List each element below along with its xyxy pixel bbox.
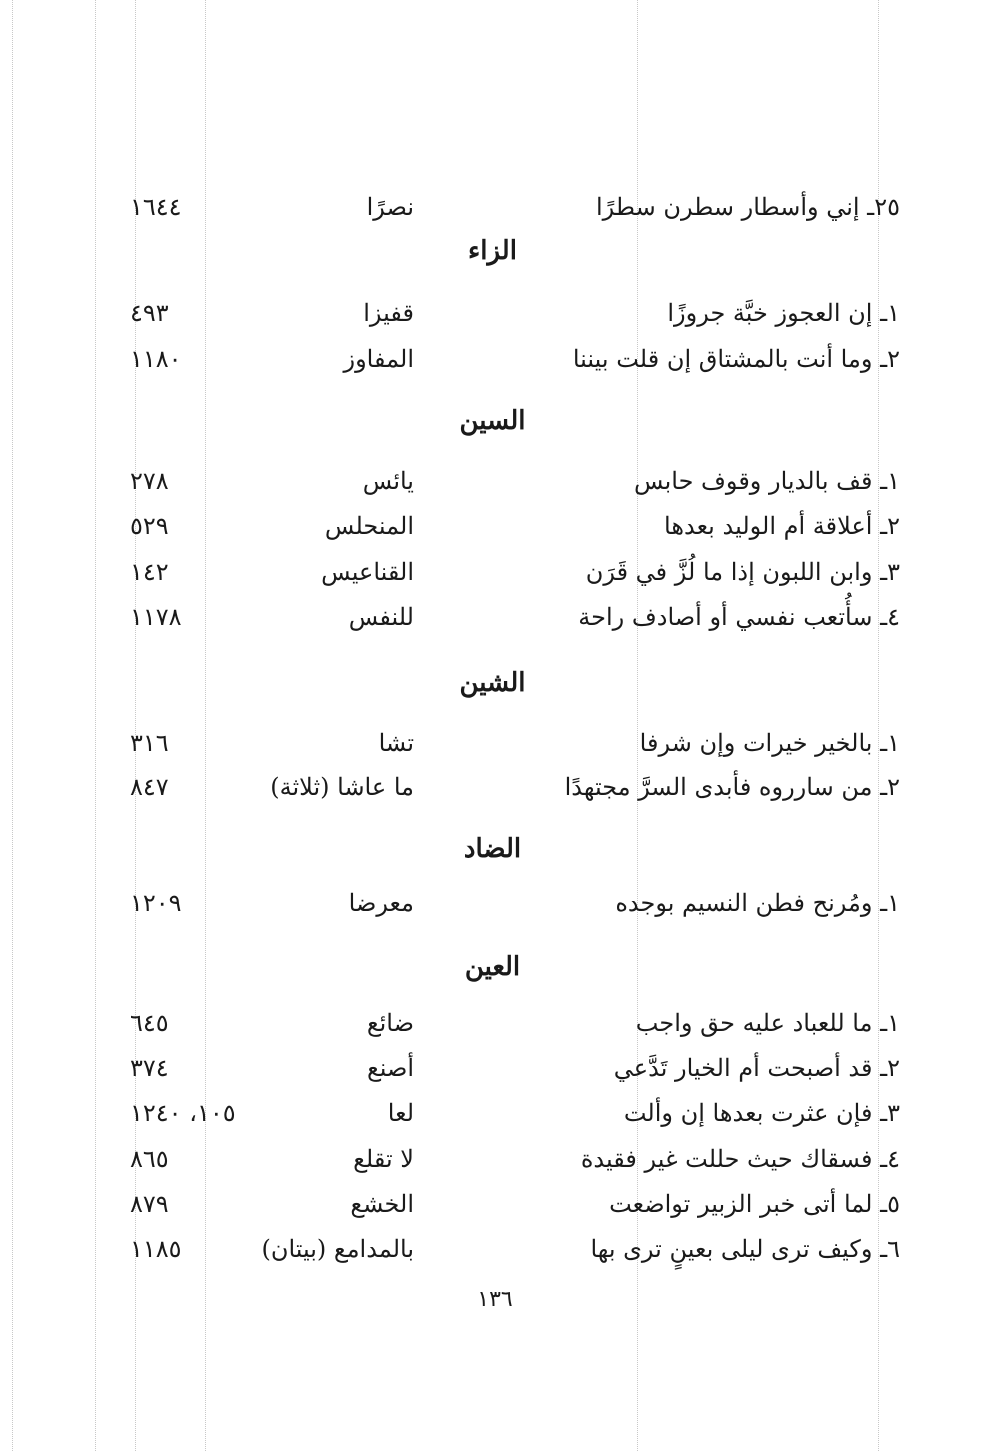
verse-text: ١ـ قف بالديار وقوف حابس (633, 467, 900, 495)
section-heading: الضاد (463, 834, 522, 864)
rhyme-word: قفيزا (363, 299, 414, 327)
verse-text: ٤ـ فسقاك حيث حللت غير فقيدة (580, 1145, 900, 1173)
index-row (110, 1045, 900, 1091)
page-refs: ١٦٤٤ (130, 193, 182, 221)
index-row (110, 549, 900, 595)
rhyme-word: ضائع (366, 1009, 414, 1037)
rhyme-word: المفاوز (343, 345, 414, 373)
verse-text: ٢٥ـ إني وأسطار سطرن سطرًا (595, 193, 900, 221)
rhyme-word: الخشع (350, 1190, 414, 1218)
section-heading: السين (459, 406, 526, 436)
verse-text: ٣ـ فإن عثرت بعدها إن وألت (623, 1099, 900, 1127)
page-refs: ١٠٥، ١٢٤٠ (130, 1099, 236, 1127)
page-refs: ١٢٠٩ (130, 889, 182, 917)
verse-text: ١ـ ما للعباد عليه حق واجب (635, 1009, 900, 1037)
index-row (110, 764, 900, 810)
section-heading: الشين (459, 668, 526, 698)
verse-text: ٣ـ وابن اللبون إذا ما لُزَّ في قَرَن (585, 558, 900, 586)
rhyme-word: نصرًا (366, 193, 414, 221)
rhyme-word: لا تقلع (353, 1145, 414, 1173)
index-row (110, 503, 900, 549)
rhyme-word: بالمدامع (بيتان) (261, 1235, 414, 1263)
index-row (110, 184, 900, 230)
index-row (110, 1181, 900, 1227)
rhyme-word: ما عاشا (ثلاثة) (270, 773, 414, 801)
index-row (110, 594, 900, 640)
verse-text: ٦ـ وكيف ترى ليلى بعينٍ ترى بها (590, 1235, 900, 1263)
page-refs: ٣١٦ (130, 729, 169, 757)
rhyme-word: لعا (387, 1099, 414, 1127)
verse-text: ١ـ إن العجوز خبَّة جروزًا (667, 299, 900, 327)
verse-text: ٢ـ وما أنت بالمشتاق إن قلت بيننا (572, 345, 900, 373)
index-row (110, 1136, 900, 1182)
index-row (110, 1000, 900, 1046)
index-row (110, 336, 900, 382)
index-row (110, 880, 900, 926)
section-heading: العين (464, 952, 521, 982)
section-heading: الزاء (468, 236, 517, 266)
verse-text: ١ـ ومُرنح فطن النسيم بوجده (615, 889, 900, 917)
verse-text: ٢ـ أعلاقة أم الوليد بعدها (664, 512, 900, 540)
rhyme-word: معرضا (348, 889, 414, 917)
page-refs: ١١٨٥ (130, 1235, 182, 1263)
page-refs: ٨٧٩ (130, 1190, 169, 1218)
rhyme-word: أصنع (366, 1054, 414, 1082)
page-refs: ٢٧٨ (130, 467, 169, 495)
verse-text: ٢ـ قد أصبحت أم الخيار تَدَّعي (613, 1054, 900, 1082)
index-row (110, 458, 900, 504)
page-refs: ١٤٢ (130, 558, 169, 586)
verse-text: ٥ـ لما أتى خبر الزبير تواضعت (609, 1190, 900, 1218)
page-refs: ٥٢٩ (130, 512, 169, 540)
rhyme-word: المنحلس (324, 512, 414, 540)
index-row (110, 1226, 900, 1272)
rhyme-word: تشا (378, 729, 414, 757)
rhyme-word: للنفس (348, 603, 414, 631)
verse-text: ٢ـ من سارروه فأبدى السرَّ مجتهدًا (564, 773, 900, 801)
index-row (110, 290, 900, 336)
rhyme-word: القناعيس (321, 558, 414, 586)
index-row (110, 1090, 900, 1136)
rhyme-word: يائس (362, 467, 414, 495)
index-row (110, 720, 900, 766)
page-refs: ١١٧٨ (130, 603, 182, 631)
verse-text: ٤ـ سأُتعب نفسي أو أصادف راحة (578, 603, 900, 631)
page-refs: ٦٤٥ (130, 1009, 169, 1037)
page-refs: ٣٧٤ (130, 1054, 169, 1082)
page-refs: ١١٨٠ (130, 345, 182, 373)
page-number: ١٣٦ (477, 1287, 513, 1312)
page-refs: ٤٩٣ (130, 299, 169, 327)
page-refs: ٨٦٥ (130, 1145, 169, 1173)
page-refs: ٨٤٧ (130, 773, 169, 801)
verse-text: ١ـ بالخير خيرات وإن شرفا (639, 729, 900, 757)
